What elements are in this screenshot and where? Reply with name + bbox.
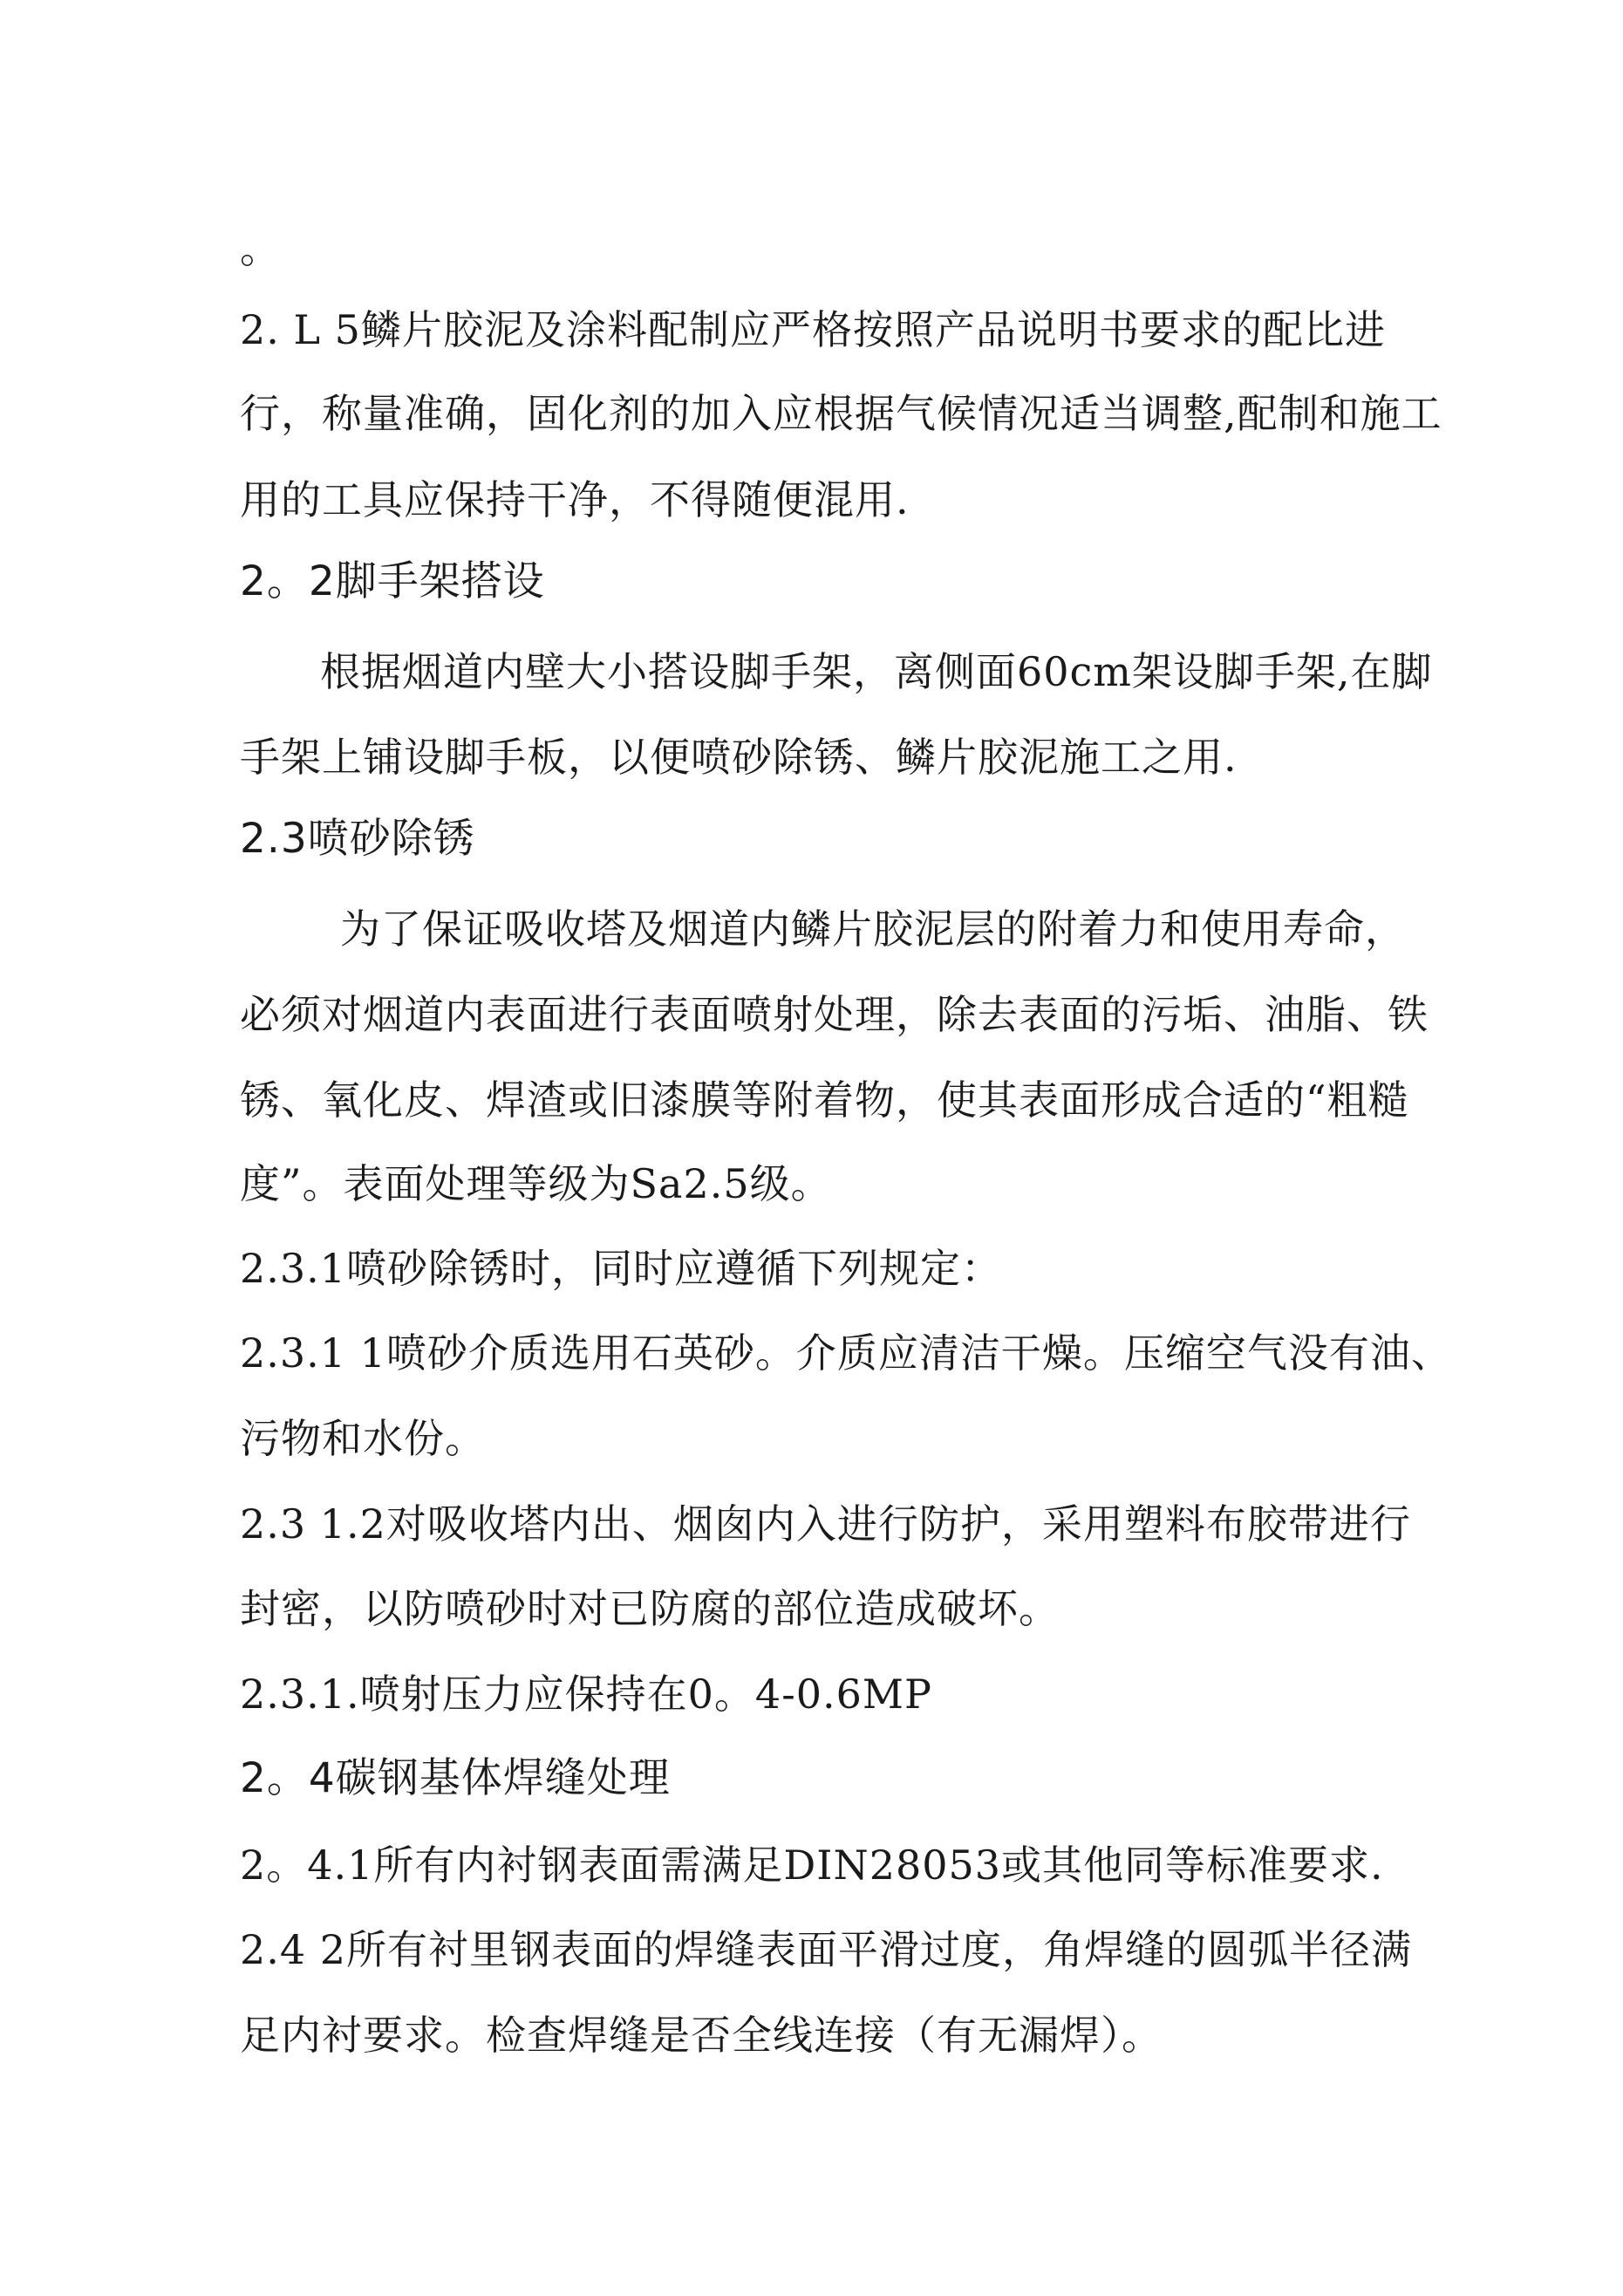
text-line: 2.3.1.喷射压力应保持在0。4-0.6MP bbox=[240, 1671, 932, 1718]
text-line: 度”。表面处理等级为Sa2.5级。 bbox=[240, 1160, 832, 1207]
text-line: 足内衬要求。检查焊缝是否全线连接（有无漏焊）。 bbox=[240, 2012, 1163, 2059]
text-line: 2.4 2所有衬里钢表面的焊缝表面平滑过度，角焊缝的圆弧半径满 bbox=[240, 1926, 1413, 1973]
text-line: 2。4.1所有内衬钢表面需满足DIN28053或其他同等标准要求. bbox=[240, 1842, 1384, 1889]
text-line: 行，称量准确，固化剂的加入应根据气候情况适当调整,配制和施工 bbox=[240, 390, 1442, 437]
text-line: 根据烟道内壁大小搭设脚手架，离侧面60cm架设脚手架,在脚 bbox=[320, 648, 1433, 695]
text-line: 手架上铺设脚手板，以便喷砂除锈、鳞片胶泥施工之用. bbox=[240, 734, 1238, 781]
section-heading: 2。4碳钢基体焊缝处理 bbox=[240, 1754, 671, 1802]
text-line: 2. L 5鳞片胶泥及涂料配制应严格按照产品说明书要求的配比进 bbox=[240, 306, 1386, 353]
text-line: 2.3.1 1喷砂介质选用石英砂。介质应清洁干燥。压缩空气没有油、 bbox=[240, 1329, 1452, 1377]
section-heading: 2.3喷砂除锈 bbox=[240, 815, 475, 863]
text-line: 。 bbox=[240, 225, 281, 272]
text-line: 2.3.1喷砂除锈时，同时应遵循下列规定： bbox=[240, 1245, 1003, 1292]
text-line: 锈、氧化皮、焊渣或旧漆膜等附着物，使其表面形成合适的“粗糙 bbox=[240, 1076, 1409, 1124]
text-line: 污物和水份。 bbox=[240, 1415, 486, 1462]
text-line: 封密，以防喷砂时对已防腐的部位造成破坏。 bbox=[240, 1585, 1060, 1632]
section-heading: 2。2脚手架搭设 bbox=[240, 557, 545, 605]
text-line: 为了保证吸收塔及烟道内鳞片胶泥层的附着力和使用寿命， bbox=[340, 905, 1406, 953]
text-line: 2.3 1.2对吸收塔内出、烟囱内入进行防护，采用塑料布胶带进行 bbox=[240, 1500, 1411, 1548]
text-line: 必须对烟道内表面进行表面喷射处理，除去表面的污垢、油脂、铁 bbox=[240, 991, 1429, 1038]
text-line: 用的工具应保持干净，不得随便混用. bbox=[240, 476, 910, 523]
